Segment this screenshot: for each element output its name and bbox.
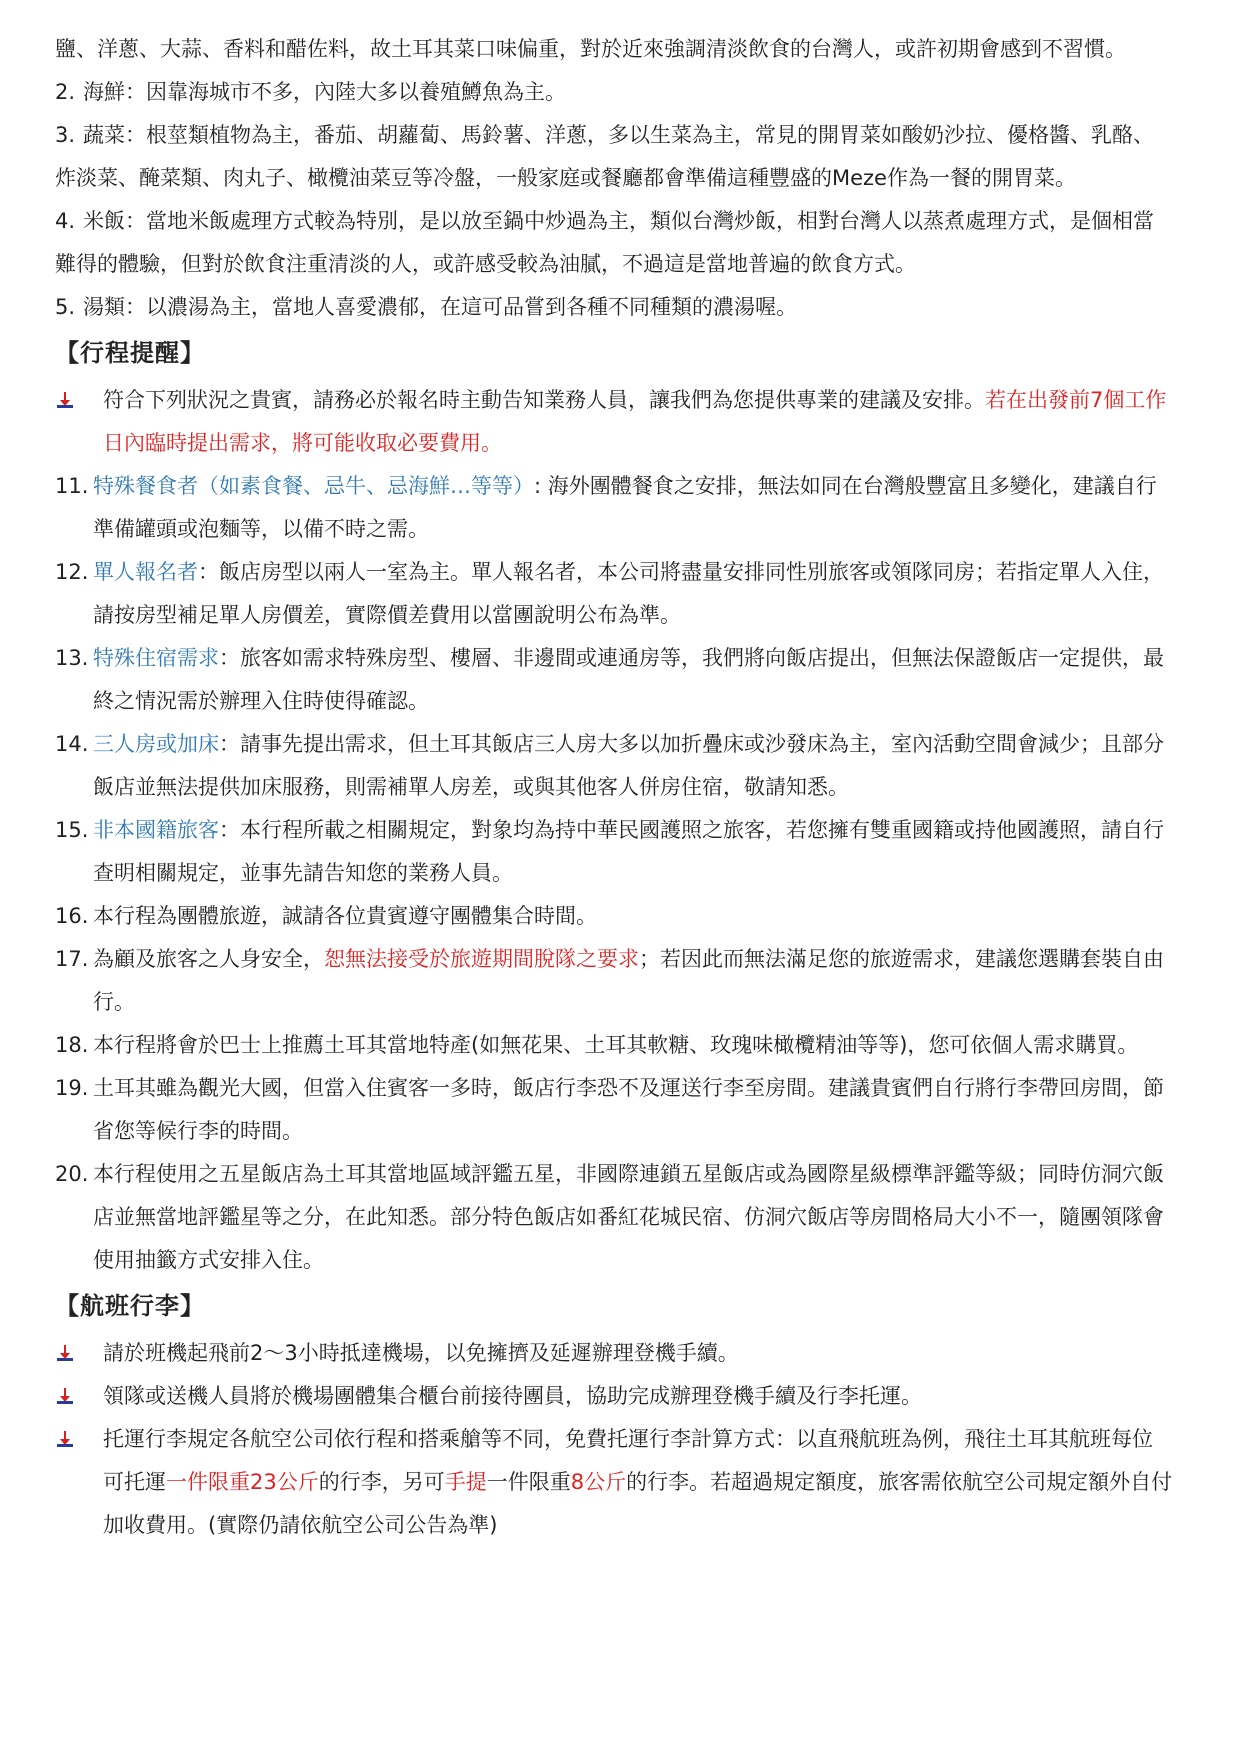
itinerary-item: 14. 三人房或加床：請事先提出需求，但土耳其飯店三人房大多以加折疊床或沙發床為主，室內活動空間會減少；且部分飯店並無法提供加床服務，則需補單人房差，或與其他客人併房住宿，敬請知悉。 [55,723,1173,809]
itinerary-item: 15. 非本國籍旅客：本行程所載之相關規定，對象均為持中華民國護照之旅客，若您擁有雙重國籍或持他國護照，請自行查明相關規定，並事先請告知您的業務人員。 [55,809,1173,895]
arrow-bullet-icon [55,1375,103,1418]
item-number: 12. [55,560,89,584]
arrow-bullet-icon [55,1332,103,1375]
item-number: 11. [55,474,89,498]
itinerary-intro: 符合下列狀況之貴賓，請務必於報名時主動告知業務人員，讓我們為您提供專業的建議及安排。若在出發前7個工作日內臨時提出需求，將可能收取必要費用。 [55,379,1173,465]
food-section [55,28,1173,329]
itinerary-item: 13. 特殊住宿需求：旅客如需求特殊房型、樓層、非邊間或連通房等，我們將向飯店提出，但無法保證飯店一定提供，最終之情況需於辦理入住時使得確認。 [55,637,1173,723]
item-number: 14. [55,732,89,756]
item-number: 15. [55,818,89,842]
item-number: 20. [55,1162,89,1186]
food-item-rice: 4. 米飯：當地米飯處理方式較為特別，是以放至鍋中炒過為主，類似台灣炒飯，相對台灣人以蒸煮處理方式，是個相當難得的體驗，但對於飲食注重清淡的人，或許感受較為油膩，不過這是當地普遍的飲食方式。 [55,209,1155,276]
item-number: 18. [55,1033,89,1057]
itinerary-item: 11. 特殊餐食者（如素食餐、忌牛、忌海鮮…等等）: 海外團體餐食之安排，無法如同在台灣般豐富且多變化，建議自行準備罐頭或泡麵等，以備不時之需。 [55,465,1173,551]
flight-list [55,1332,1173,1547]
arrow-bullet-icon [55,379,103,422]
food-item-soup: 5. 湯類：以濃湯為主，當地人喜愛濃郁，在這可品嘗到各種不同種類的濃湯喔。 [55,295,798,319]
food-paragraph: 鹽、洋蔥、大蒜、香料和醋佐料，故土耳其菜口味偏重，對於近來強調清淡飲食的台灣人，或許初期會感到不習慣。 [55,37,1126,61]
flight-bullet: 托運行李規定各航空公司依行程和搭乘艙等不同，免費托運行李計算方式：以直飛航班為例，飛往土耳其航班每位可托運一件限重23公斤的行李，另可手提一件限重8公斤的行李。若超過規定額度，旅客需依航空公司規定額外自付加收費用。(實際仍請依航空公司公告為準) [55,1418,1173,1547]
item-number: 13. [55,646,89,670]
itinerary-item: 17. 為顧及旅客之人身安全，恕無法接受於旅遊期間脫隊之要求；若因此而無法滿足您的旅遊需求，建議您選購套裝自由行。 [55,938,1173,1024]
itinerary-item: 16. 本行程為團體旅遊，誠請各位貴賓遵守團體集合時間。 [55,895,1173,938]
flight-heading: 【航班行李】 [55,1292,205,1320]
item-number: 17. [55,947,89,971]
itinerary-item: 19. 土耳其雖為觀光大國，但當入住賓客一多時，飯店行李恐不及運送行李至房間。建議貴賓們自行將行李帶回房間，節省您等候行李的時間。 [55,1067,1173,1153]
item-number: 16. [55,904,89,928]
flight-bullet: 領隊或送機人員將於機場團體集合櫃台前接待團員，協助完成辦理登機手續及行李托運。 [55,1375,1173,1418]
arrow-bullet-icon [55,1418,103,1461]
itinerary-item: 12. 單人報名者：飯店房型以兩人一室為主。單人報名者，本公司將盡量安排同性別旅客或領隊同房；若指定單人入住，請按房型補足單人房價差，實際價差費用以當團說明公布為準。 [55,551,1173,637]
itinerary-heading: 【行程提醒】 [55,339,205,367]
food-item-seafood: 2. 海鮮：因靠海城市不多，內陸大多以養殖鱒魚為主。 [55,80,567,104]
itinerary-item: 20. 本行程使用之五星飯店為土耳其當地區域評鑑五星，非國際連鎖五星飯店或為國際星級標準評鑑等級；同時仿洞穴飯店並無當地評鑑星等之分，在此知悉。部分特色飯店如番紅花城民宿、仿洞穴飯店等房間格局大小不一，隨團領隊會使用抽籤方式安排入住。 [55,1153,1173,1282]
itinerary-list [55,465,1173,1282]
item-number: 19. [55,1076,89,1100]
itinerary-item: 18. 本行程將會於巴士上推薦土耳其當地特產(如無花果、土耳其軟糖、玫瑰味橄欖精油等等)，您可依個人需求購買。 [55,1024,1173,1067]
flight-bullet: 請於班機起飛前2～3小時抵達機場，以免擁擠及延遲辦理登機手續。 [55,1332,1173,1375]
food-item-vegetables: 3. 蔬菜：根莖類植物為主，番茄、胡蘿蔔、馬鈴薯、洋蔥，多以生菜為主，常見的開胃菜如酸奶沙拉、優格醬、乳酪、炸淡菜、醃菜類、肉丸子、橄欖油菜豆等冷盤，一般家庭或餐廳都會準備這種豐盛的Meze作為一餐的開胃菜。 [55,123,1155,190]
